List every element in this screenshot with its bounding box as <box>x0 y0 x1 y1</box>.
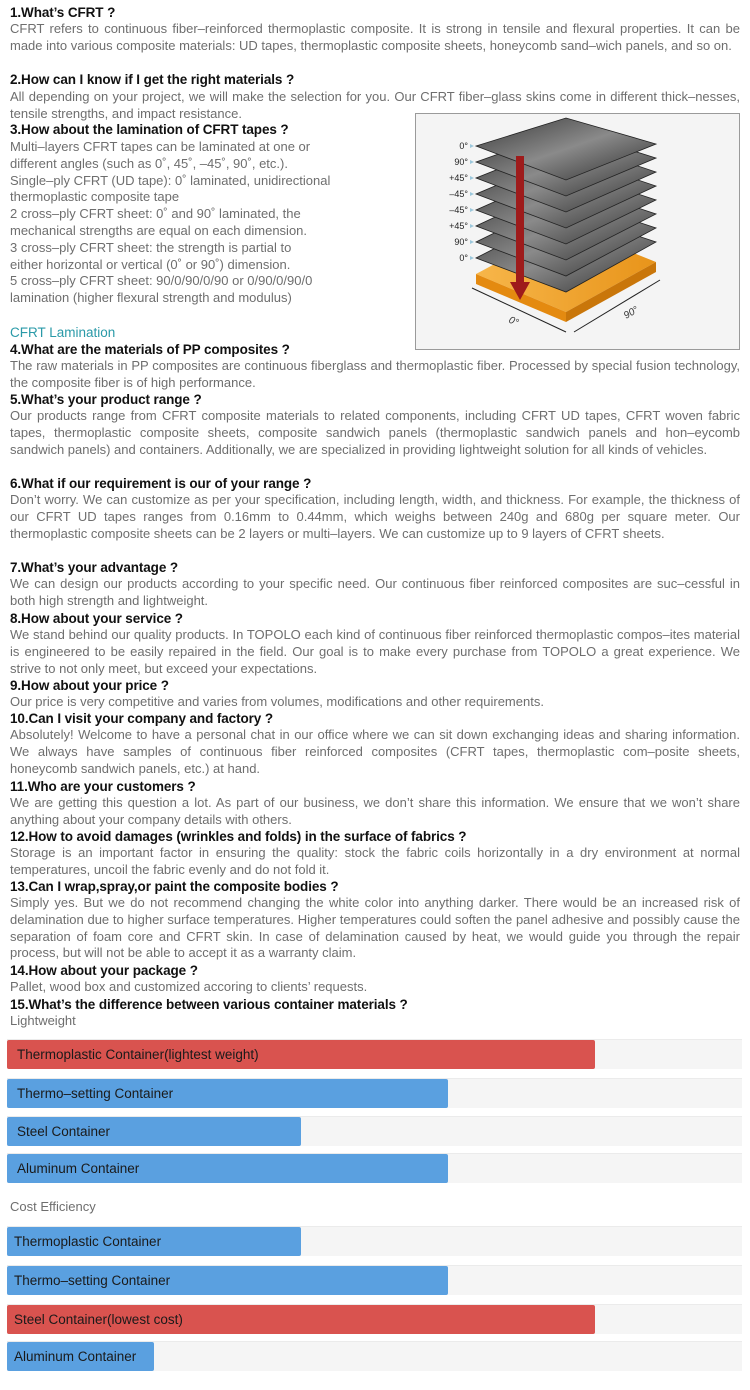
bar-track <box>7 1226 742 1256</box>
faq-answer-4: The raw materials in PP composites are continuous fiberglass and thermoplastic fiber. Processed by special fusion technology, the composite fiber is of high performance. <box>10 358 740 390</box>
answer-line: 3 cross–ply CFRT sheet: the strength is partial to <box>10 239 292 255</box>
faq-question-13: 13.Can I wrap,spray,or paint the composite bodies ? <box>10 879 339 894</box>
layer-label: +45° <box>449 221 468 231</box>
answer-line: Multi–layers CFRT tapes can be laminated at one or <box>10 139 311 154</box>
bar-label: Steel Container <box>17 1124 111 1139</box>
bar-label: Aluminum Container <box>14 1349 137 1364</box>
answer-line: 2 cross–ply CFRT sheet: 0˚ and 90˚ laminated, the <box>10 206 301 222</box>
faq-question-9: 9.How about your price ? <box>10 678 169 693</box>
answer-line: different angles (such as 0˚, 45˚, –45˚, 90˚, etc.). <box>10 155 288 171</box>
faq-question-11: 11.Who are your customers ? <box>10 779 196 794</box>
arrow-shaft <box>516 156 524 284</box>
faq-question-6: 6.What if our requirement is our of your range ? <box>10 476 312 491</box>
bar-track <box>7 1039 742 1069</box>
faq-answer-8: We stand behind our quality products. In TOPOLO each kind of continuous fiber reinforced thermoplastic compos–ites material is engineered to be easily repaired in the field. Our goal is to make every purchase from TOPOLO a great experience. We strive to not only meet, but exceed your expectations. <box>10 627 740 676</box>
answer-line: mechanical strengths are equal on each dimension. <box>10 222 308 238</box>
bar-track <box>7 1078 742 1108</box>
axis-label-90: 90° <box>622 304 641 322</box>
faq-question-2: 2.How can I know if I get the right materials ? <box>10 72 295 87</box>
layer-label: +45° <box>449 173 468 183</box>
layer-stack-illustration <box>416 114 739 349</box>
bar-track <box>7 1304 742 1334</box>
answer-line: Single–ply CFRT (UD tape): 0˚ laminated, unidirectional <box>10 172 331 188</box>
faq-question-1: 1.What’s CFRT ? <box>10 5 116 20</box>
group-title-cost-efficiency: Cost Efficiency <box>10 1199 96 1214</box>
bar-label: Thermoplastic Container(lightest weight) <box>17 1047 259 1062</box>
faq-answer-5: Our products range from CFRT composite materials to related components, including CFRT UD tapes, CFRT woven fabric tapes, thermoplastic composite sheets, composite sandwich panels (thermoplastic sandwich panels and hon–eycomb sandwich panels) and containers. Additionally, we are specialized in providing lightweight solution for all kinds of vehicles. <box>10 408 740 457</box>
bar-label: Thermo–setting Container <box>17 1086 174 1101</box>
faq-answer-12: Storage is an important factor in ensuring the quality: stock the fabric coils horizontally in a dry environment at normal temperatures, uncoil the fabric evenly and do not fold it. <box>10 845 740 877</box>
answer-line: either horizontal or vertical (0˚ or 90˚) dimension. <box>10 256 291 272</box>
layer-label: 90° <box>454 157 468 167</box>
faq-question-12: 12.How to avoid damages (wrinkles and folds) in the surface of fabrics ? <box>10 829 467 844</box>
faq-question-7: 7.What’s your advantage ? <box>10 560 179 575</box>
bar-label: Thermoplastic Container <box>14 1234 162 1249</box>
bar-label: Aluminum Container <box>17 1161 140 1176</box>
figure-caption: CFRT Lamination <box>10 325 116 340</box>
faq-answer-3 <box>10 139 405 307</box>
faq-answer-14: Pallet, wood box and customized accoring to clients’ requests. <box>10 979 368 994</box>
layer-label: 0° <box>459 141 468 151</box>
answer-line: 5 cross–ply CFRT sheet: 90/0/90/0/90 or 0/90/0/90/0 <box>10 273 313 289</box>
faq-question-5: 5.What’s your product range ? <box>10 392 202 407</box>
faq-answer-7: We can design our products according to your specific need. Our continuous fiber reinforced composites are suc–cessful in both high strength and lightweight. <box>10 576 740 608</box>
faq-answer-10: Absolutely! Welcome to have a personal chat in our office where we can sit down exchanging ideas and sharing information. We always have samples of continuous fiber reinforced composites (CFRT tapes, thermoplastic com–posite sheets, honeycomb sandwich panels, etc.) at hand. <box>10 727 740 776</box>
bar-track <box>7 1265 742 1295</box>
faq-question-3: 3.How about the lamination of CFRT tapes ? <box>10 122 289 137</box>
layer-label: –45° <box>449 205 468 215</box>
faq-answer-13: Simply yes. But we do not recommend changing the white color into anything darker. There would be an increased risk of delamination due to higher surface temperatures. Higher temperatures could soften the panel adhesive and possibly cause the separation of foam core and CFRT skin. In case of delamination caused by heat, we would guide you through the repair process, but will not be able to accept it as a warranty claim. <box>10 895 740 961</box>
group-title-lightweight: Lightweight <box>10 1013 76 1028</box>
faq-answer-2: All depending on your project, we will make the selection for you. Our CFRT fiber–glass skins come in different thick–nesses, tensile strengths, and impact resistance. <box>10 89 740 121</box>
bar-track <box>7 1341 742 1371</box>
bar-label: Thermo–setting Container <box>14 1273 171 1288</box>
faq-answer-6: Don’t worry. We can customize as per your specification, including length, width, and thickness. For example, the thickness of our CFRT UD tapes ranges from 0.16mm to 0.44mm, which weighs between 240g and 680g per square meter. Our thermoplastic composite sheets can be 2 layers or multi–layers. We can customize up to 9 layers of CFRT sheets. <box>10 492 740 541</box>
layer-label: –45° <box>449 189 468 199</box>
faq-question-15: 15.What’s the difference between various container materials ? <box>10 997 408 1012</box>
faq-answer-11: We are getting this question a lot. As part of our business, we don’t share this information. We ensure that we won’t share anything about your company details with others. <box>10 795 740 827</box>
bar-track <box>7 1153 742 1183</box>
axis-label-0: 0° <box>506 314 521 329</box>
faq-question-14: 14.How about your package ? <box>10 963 198 978</box>
faq-answer-9: Our price is very competitive and varies from volumes, modifications and other requirements. <box>10 694 544 709</box>
lamination-diagram <box>415 113 740 350</box>
faq-question-8: 8.How about your service ? <box>10 611 183 626</box>
answer-line: lamination (higher flexural strength and modulus) <box>10 290 292 306</box>
faq-question-10: 10.Can I visit your company and factory ? <box>10 711 273 726</box>
bar-track <box>7 1116 742 1146</box>
bar-label: Steel Container(lowest cost) <box>14 1312 183 1327</box>
answer-line: thermoplastic composite tape <box>10 189 180 205</box>
layer-label: 0° <box>459 253 468 263</box>
faq-answer-1: CFRT refers to continuous fiber–reinforced thermoplastic composite. It is strong in tensile and flexural properties. It can be made into various composite materials: UD tapes, thermoplastic composite sheets, honeycomb sand–wich panels, and so on. <box>10 21 740 53</box>
faq-question-4: 4.What are the materials of PP composites ? <box>10 342 290 357</box>
layer-label: 90° <box>454 237 468 247</box>
